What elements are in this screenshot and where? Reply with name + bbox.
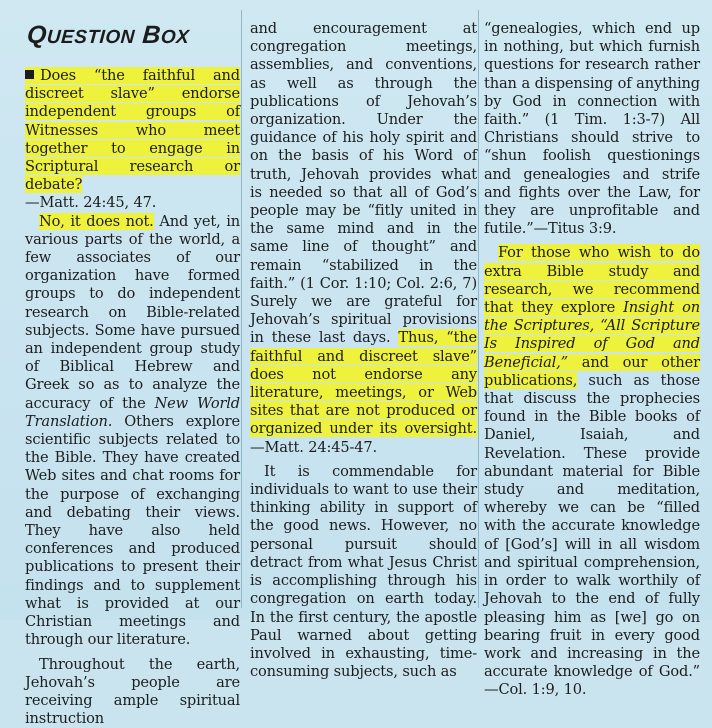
answer-body: And yet, in various parts of the world, a few associates of our organization have formed groups to do independent research on Bible-related subjects. Some have pursued an independent group study of Biblical Hebrew and Greek so as to analyze the accuracy of the (25, 213, 240, 412)
column-1 (25, 14, 240, 728)
col3-paragraph-1: “genealogies, which end up in nothing, but which furnish questions for research rather than a dispensing of anything by God in connection with faith.” (1 Tim. 1:3-7) All Christians should strive to “shun foolish questionings and genealogies and strife and fights over the Law, for they are unprofitable and futile.”—Titus 3:9. (484, 20, 700, 238)
col2-paragraph-1 (250, 20, 477, 457)
col3-paragraph-2 (484, 244, 700, 699)
question-text: Does “the faithful and discreet slave” endorse independent groups of Witnesses who meet together to engage in Scriptural research or debate? (25, 67, 240, 193)
answer-paragraph (25, 213, 240, 650)
col1-paragraph-2: Throughout the earth, Jehovah’s people are receiving ample spiritual instruction (25, 656, 240, 728)
question-paragraph (25, 67, 240, 213)
col2-highlight: Thus, “the faithful and discreet slave” does not endorse any literature, meetings, or Web sites that are not produced or organized under its oversight. (250, 329, 477, 437)
nwt-title: New World Translation. (25, 395, 240, 430)
column-rule-1 (241, 10, 242, 608)
section-title: QUESTION BOX (26, 20, 241, 53)
col2-citation: —Matt. 24:45-47. (250, 439, 377, 456)
answer-lead: No, it does not. (39, 213, 154, 230)
col2-paragraph-1-text: and encouragement at congregation meetings, assemblies, and conventions, as well as through the publications of Jehovah’s organization. Under the guidance of his holy spirit and on the basis of his Word of truth, Jehovah provides what is needed so that all of God’s people may be “fitly united in the same mind and in the same line of thought” and remain “stabilized in the faith.” (1 Cor. 1:10; Col. 2:6, 7) Surely we are grateful for Jehovah’s spiritual provisions in these last days. (250, 20, 477, 346)
square-bullet-icon (25, 70, 34, 79)
answer-body-2: Others explore scientific subjects related to the Bible. They have created Web sites and chat rooms for the purpose of exchanging and debating their views. They have also held conferences and produced publications to present their findings and to supplement what is provided at our Christian meetings and through our literature. (25, 413, 240, 648)
col3-highlight-italic: Insight on the Scriptures, “All Scripture Is Inspired of God and Beneficial,” (484, 299, 700, 371)
column-2 (250, 20, 477, 681)
col3-highlight-b: and our other publications, (484, 354, 700, 389)
column-3 (484, 20, 700, 700)
col3-highlight-a: For those who wish to do extra Bible study and research, we recommend that they explore (484, 244, 700, 316)
col3-paragraph-2-rest: such as those that discuss the prophecies found in the Bible books of Daniel, Isaiah, and Revelation. These provide abundant material for Bible study and meditation, whereby we can be “filled with the accurate knowledge of [God’s] will in all wisdom and spiritual comprehension, in order to walk worthily of Jehovah to the end of fully pleasing him as [we] go on bearing fruit in every good work and increasing in the accurate knowledge of God.” —Col. 1:9, 10. (484, 372, 700, 698)
col2-paragraph-2: It is commendable for individuals to want to use their thinking ability in support of the good news. However, no personal pursuit should detract from what Jesus Christ is accomplishing through his congregation on earth today. In the first century, the apostle Paul warned about getting involved in exhausting, time-consuming subjects, such as (250, 463, 477, 681)
column-rule-2 (478, 10, 479, 608)
question-citation: —Matt. 24:45, 47. (25, 194, 156, 211)
